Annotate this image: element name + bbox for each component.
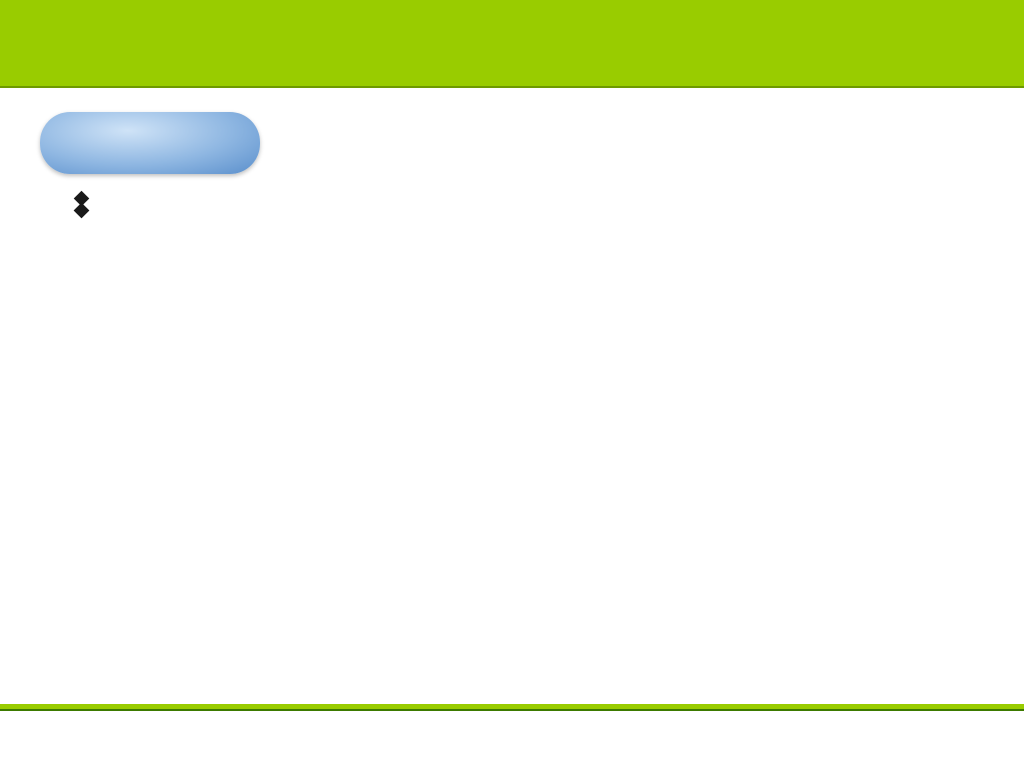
title-underline: [0, 86, 1024, 88]
footer-bar-dark: [0, 709, 1024, 711]
bullet-list: [72, 184, 992, 196]
cross-purpose-matrix: [315, 416, 899, 710]
diamond-bullet-icon: [74, 203, 90, 219]
section-badge: [40, 112, 260, 174]
title-bar: [0, 0, 1024, 86]
